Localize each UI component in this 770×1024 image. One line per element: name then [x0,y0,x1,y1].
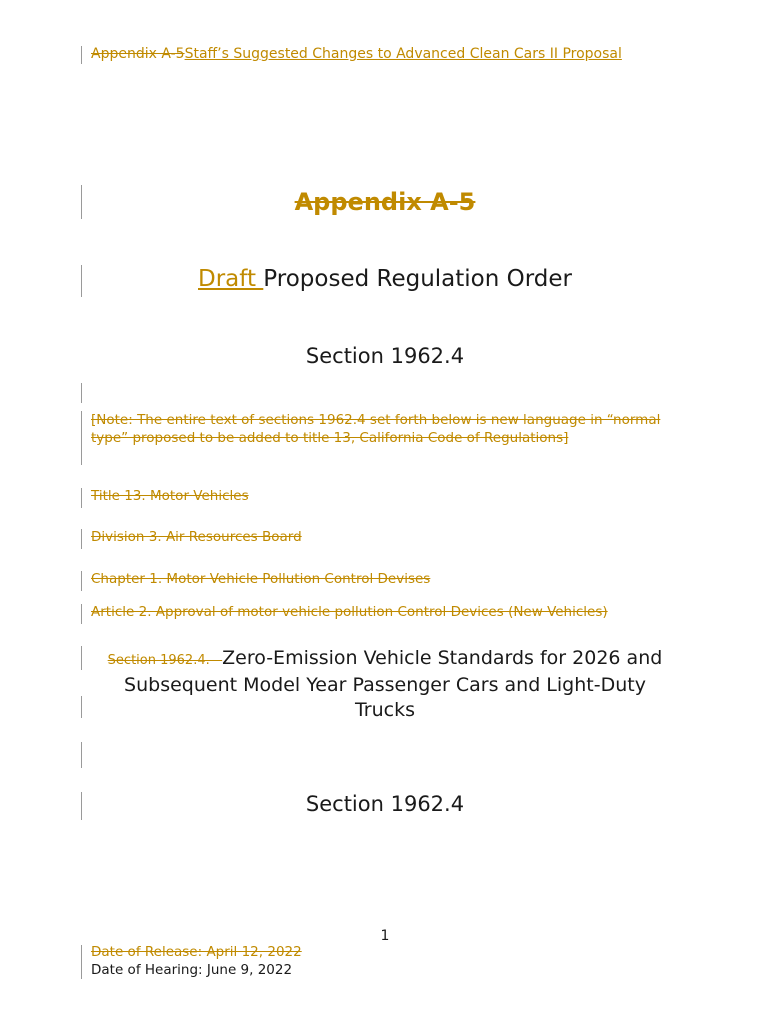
change-bar [81,571,82,591]
zev-heading-deleted-prefix: Section 1962.4. [107,653,223,668]
page-header [91,46,622,62]
change-bar [81,742,82,768]
change-bar [81,696,82,718]
zev-heading [100,646,670,723]
change-bar [81,46,82,64]
deleted-article-line: Article 2. Approval of motor vehicle pollution Control Devices (New Vehicles) [91,604,608,620]
footer-release-deleted: Date of Release: April 12, 2022 [91,944,302,960]
order-title-text: Proposed Regulation Order [263,266,572,292]
deleted-note: [Note: The entire text of sections 1962.4 set forth below is new language in “normal type” proposed to be added to title 13, California Code of Regulations] [91,412,661,446]
zev-heading-text: Zero-Emission Vehicle Standards for 2026 and Subsequent Model Year Passenger Cars and Light-Duty Trucks [124,647,663,721]
order-title-inserted: Draft [198,266,264,292]
footer-hearing-date: Date of Hearing: June 9, 2022 [91,962,293,978]
header-deleted-text: Appendix A-5 [91,46,185,62]
change-bar [81,529,82,549]
page-number: 1 [380,928,390,944]
change-bar [81,945,82,979]
order-title [0,266,770,292]
deleted-title-line: Title 13. Motor Vehicles [91,488,249,504]
section-heading-bottom: Section 1962.4 [305,792,465,816]
change-bar [81,411,82,465]
change-bar [81,383,82,403]
appendix-title: Appendix A-5 [294,188,476,216]
deleted-division-line: Division 3. Air Resources Board [91,529,302,545]
deleted-chapter-line: Chapter 1. Motor Vehicle Pollution Control Devises [91,571,431,587]
change-bar [81,646,82,670]
change-bar [81,604,82,624]
change-bar [81,488,82,508]
section-heading-top: Section 1962.4 [305,344,465,368]
header-inserted-text: Staff’s Suggested Changes to Advanced Clean Cars II Proposal [184,46,622,62]
